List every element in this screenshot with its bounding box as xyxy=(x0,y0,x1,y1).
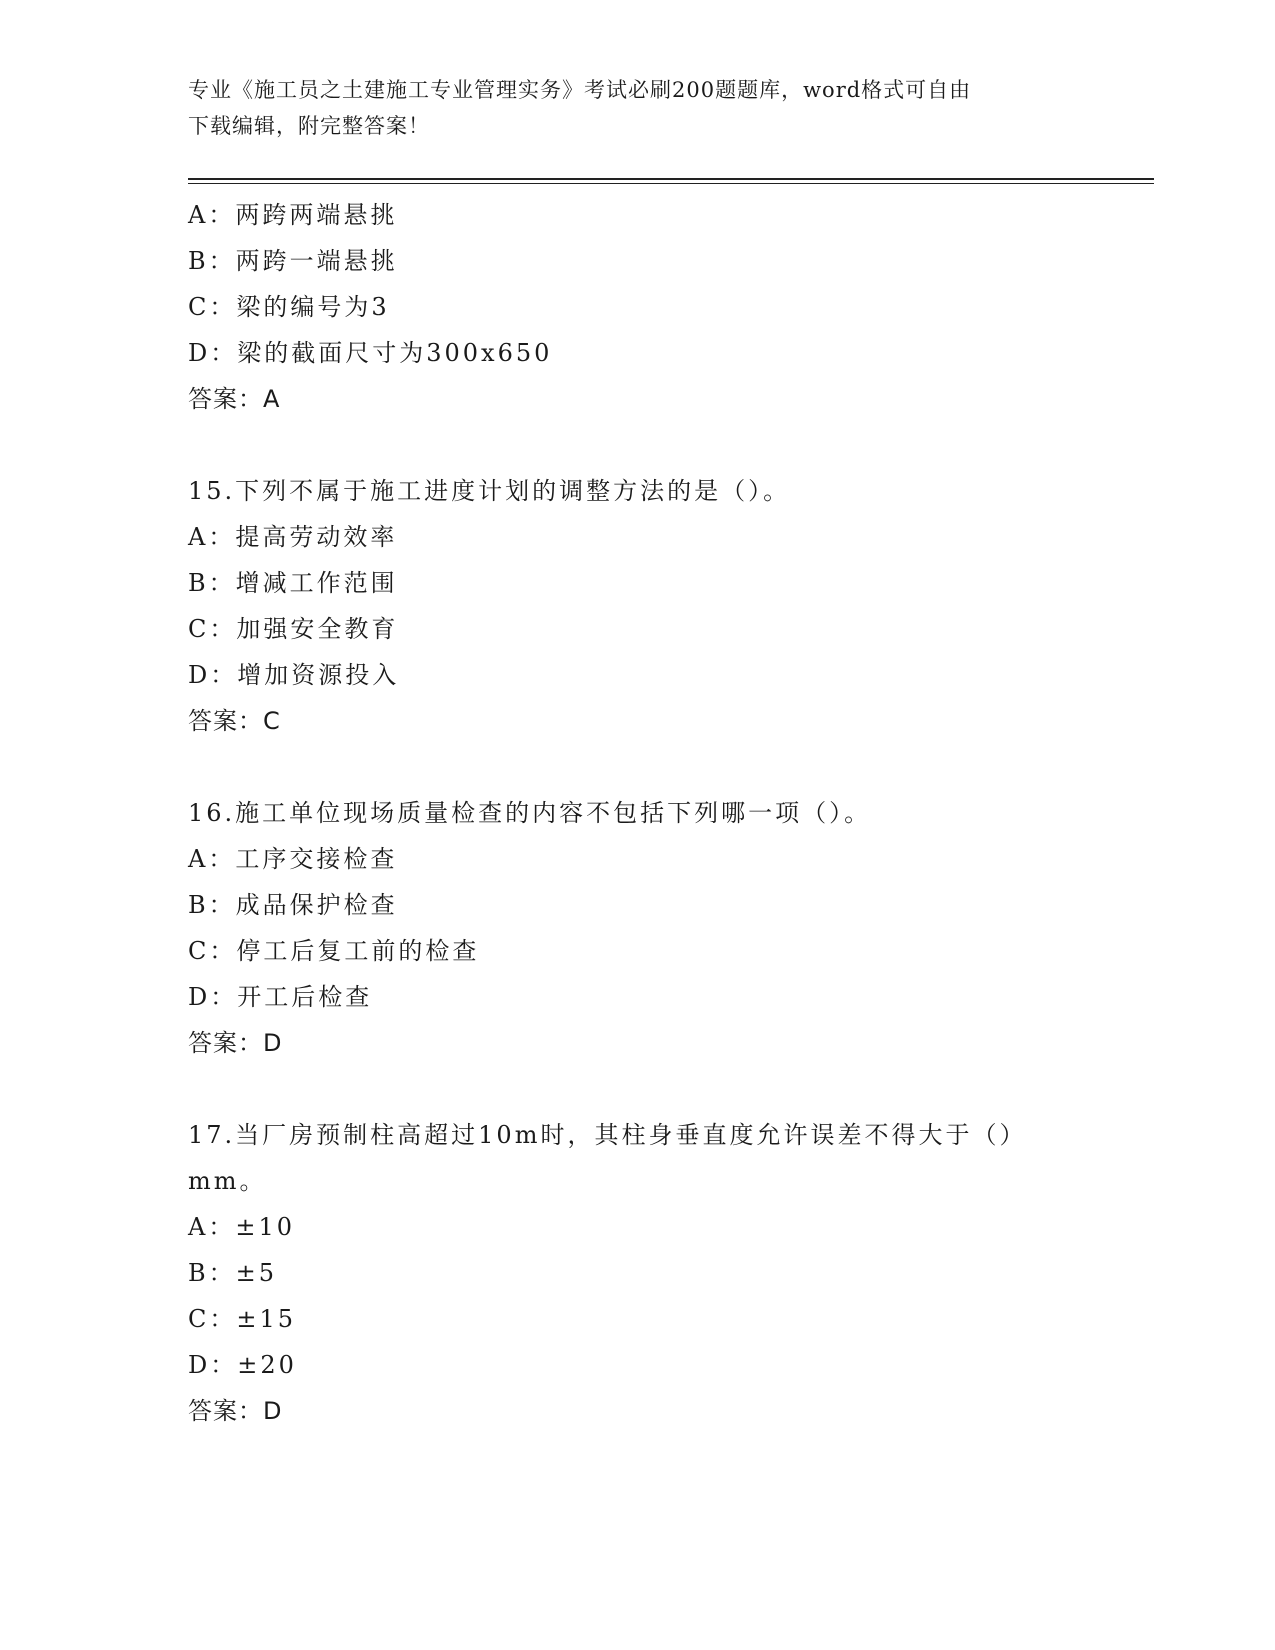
question-block-14 xyxy=(188,192,1148,422)
option-c: C：±15 xyxy=(188,1305,297,1333)
option-a: A：提高劳动效率 xyxy=(188,523,398,551)
option-b: B：±5 xyxy=(188,1259,278,1287)
option-b: B：增减工作范围 xyxy=(188,569,398,597)
question-stem-line-1: 17.当厂房预制柱高超过10m时，其柱身垂直度允许误差不得大于（） xyxy=(188,1121,1027,1149)
answer-line: 答案：D xyxy=(188,1029,283,1057)
question-stem: 15.下列不属于施工进度计划的调整方法的是（）。 xyxy=(188,477,791,505)
question-block-17 xyxy=(188,1112,1148,1434)
option-d: D：增加资源投入 xyxy=(188,661,400,689)
option-a: A：两跨两端悬挑 xyxy=(188,201,398,229)
answer-line: 答案：A xyxy=(188,385,281,413)
document-header xyxy=(188,72,1088,144)
option-a: A：±10 xyxy=(188,1213,295,1241)
option-a: A：工序交接检查 xyxy=(188,845,398,873)
question-stem-line-2: mm。 xyxy=(188,1167,267,1195)
option-d: D：开工后检查 xyxy=(188,983,373,1011)
option-d: D：±20 xyxy=(188,1351,297,1379)
header-divider-thin xyxy=(188,183,1154,184)
answer-line: 答案：D xyxy=(188,1397,283,1425)
question-stem: 16.施工单位现场质量检查的内容不包括下列哪一项（）。 xyxy=(188,799,872,827)
header-divider-thick xyxy=(188,178,1154,180)
header-line-1: 专业《施工员之土建施工专业管理实务》考试必刷200题题库，word格式可自由 xyxy=(188,78,972,102)
question-block-16 xyxy=(188,790,1148,1066)
question-block-15 xyxy=(188,468,1148,744)
question-list xyxy=(188,192,1148,1434)
header-line-2: 下载编辑，附完整答案！ xyxy=(188,114,430,138)
answer-line: 答案：C xyxy=(188,707,281,735)
option-b: B：成品保护检查 xyxy=(188,891,398,919)
option-d: D：梁的截面尺寸为300x650 xyxy=(188,339,553,367)
option-c: C：停工后复工前的检查 xyxy=(188,937,480,965)
option-c: C：加强安全教育 xyxy=(188,615,399,643)
option-b: B：两跨一端悬挑 xyxy=(188,247,398,275)
option-c: C：梁的编号为3 xyxy=(188,293,390,321)
